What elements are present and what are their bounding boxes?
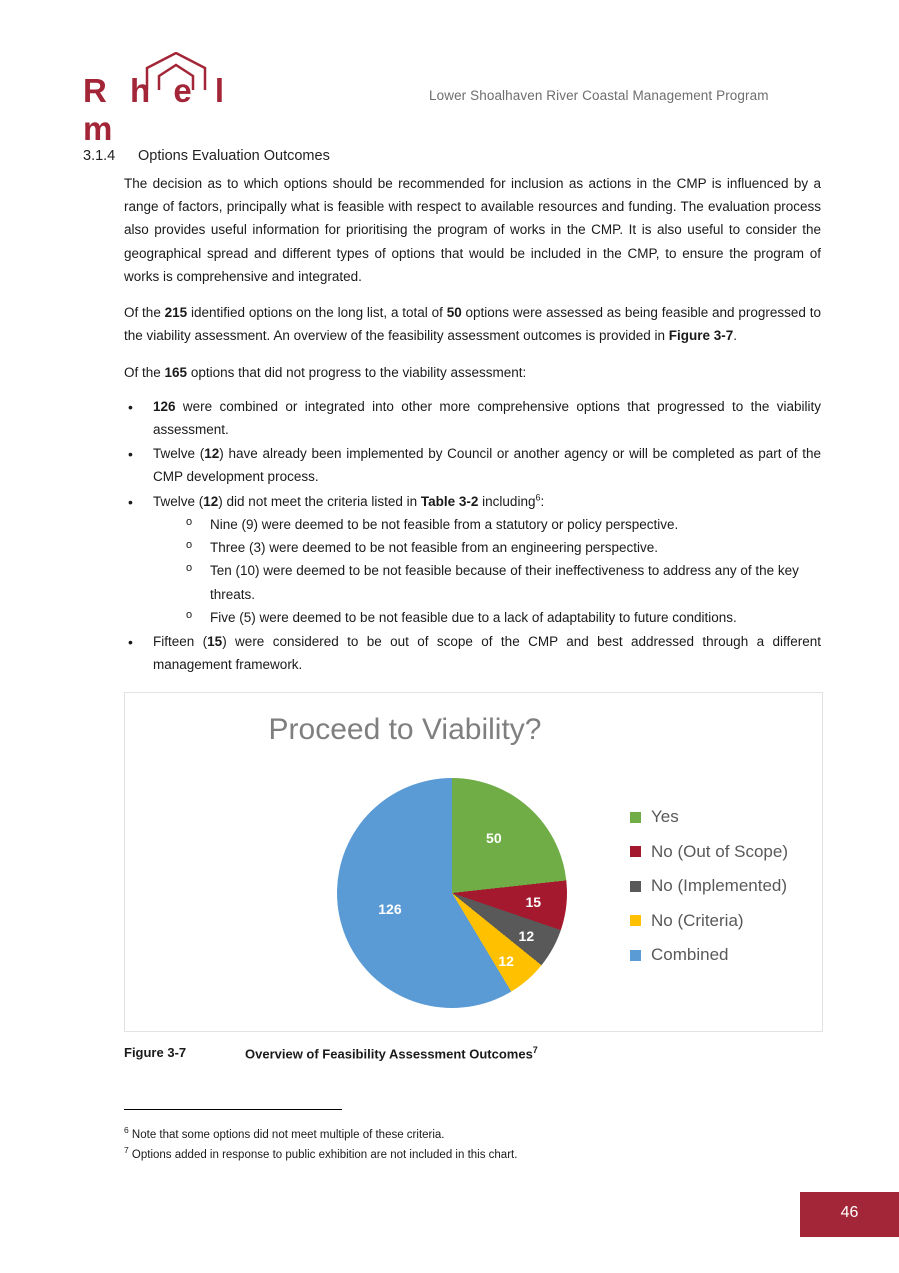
figure-3-7-chart bbox=[124, 692, 823, 1032]
text-fragment: : bbox=[540, 493, 545, 509]
section-title: Options Evaluation Outcomes bbox=[138, 148, 330, 164]
figure-caption-number: Figure 3-7 bbox=[124, 1045, 187, 1060]
count-50: 50 bbox=[446, 305, 462, 321]
text-fragment: . bbox=[733, 328, 738, 344]
count-15: 15 bbox=[207, 633, 223, 649]
figure-caption-label: Overview of Feasibility Assessment Outcomes bbox=[245, 1046, 533, 1062]
pie-chart bbox=[337, 778, 567, 1008]
paragraph-intro bbox=[124, 172, 821, 288]
text-fragment: options that did not progress to the viability assessment: bbox=[187, 364, 527, 380]
footnote-number: 7 bbox=[124, 1145, 129, 1156]
footnote-marker-6: 6 bbox=[535, 492, 541, 503]
pie-slice-label-combined: 126 bbox=[378, 900, 402, 917]
rhelm-logo bbox=[83, 52, 233, 147]
footnote-text: Options added in response to public exhibition are not included in this chart. bbox=[128, 1149, 518, 1162]
legend-swatch-icon bbox=[630, 812, 641, 823]
paragraph-longlist bbox=[124, 301, 821, 347]
footnote-6 bbox=[124, 1124, 824, 1144]
list-item bbox=[124, 442, 821, 488]
text-fragment: Twelve ( bbox=[153, 493, 204, 509]
legend-item bbox=[630, 869, 788, 904]
pie-slice-label-out-of-scope: 15 bbox=[525, 893, 542, 910]
pie-slice-label-yes: 50 bbox=[486, 830, 502, 847]
count-126: 126 bbox=[153, 398, 176, 414]
count-12-criteria: 12 bbox=[203, 493, 219, 509]
text-fragment: identified options on the long list, a total of bbox=[187, 305, 447, 321]
outcome-bullet-list bbox=[124, 395, 821, 677]
legend-item bbox=[630, 904, 788, 939]
list-item: o Ten (10) were deemed to be not feasible because of their ineffectiveness to address any of the key threats. bbox=[182, 559, 821, 605]
page-number-badge bbox=[800, 1192, 899, 1237]
text-fragment: Fifteen ( bbox=[153, 633, 208, 649]
pie-slice-label-implemented: 12 bbox=[518, 928, 535, 945]
list-item-label: ) have already been implemented by Council or another agency or will be completed as part of the CMP development process. bbox=[153, 446, 821, 485]
legend-item bbox=[630, 800, 788, 835]
text-fragment: options were assessed as being feasible and progressed to the viability assessment. An overview of the feasibility assessment outcomes is provided in bbox=[124, 305, 821, 344]
count-12-implemented: 12 bbox=[204, 446, 220, 462]
legend-label: No (Criteria) bbox=[651, 910, 744, 930]
legend-swatch-icon bbox=[630, 881, 641, 892]
text-fragment: including bbox=[478, 493, 536, 509]
count-165: 165 bbox=[164, 364, 188, 380]
page-number: 46 bbox=[840, 1204, 859, 1221]
page-header bbox=[0, 52, 899, 147]
criteria-sub-list bbox=[153, 513, 821, 629]
list-item-label: were combined or integrated into other more comprehensive options that progressed to the viability assessment. bbox=[153, 398, 821, 437]
figure-caption bbox=[245, 1045, 538, 1061]
footnote-marker-7: 7 bbox=[532, 1045, 538, 1055]
section-number: 3.1.4 bbox=[83, 148, 116, 164]
text-fragment: Of the bbox=[124, 305, 165, 321]
footnote-text: Note that some options did not meet multiple of these criteria. bbox=[128, 1128, 445, 1141]
logo-house-icon bbox=[145, 52, 207, 92]
footnote-7 bbox=[124, 1144, 824, 1164]
document-body bbox=[124, 172, 821, 677]
legend-swatch-icon bbox=[630, 846, 641, 857]
text-fragment: Of the bbox=[124, 364, 165, 380]
chart-legend bbox=[630, 800, 788, 973]
list-item: o Three (3) were deemed to be not feasible from an engineering perspective. bbox=[182, 536, 821, 559]
legend-label: Combined bbox=[651, 945, 729, 965]
text-fragment: ) did not meet the criteria listed in bbox=[218, 493, 421, 509]
legend-item bbox=[630, 835, 788, 870]
footnote-separator bbox=[124, 1109, 342, 1110]
legend-item bbox=[630, 938, 788, 973]
list-item-label: ) were considered to be out of scope of the CMP and best addressed through a different management framework. bbox=[153, 633, 821, 673]
list-item bbox=[124, 395, 821, 441]
logo-wordmark: R h e l m bbox=[83, 72, 232, 147]
count-215: 215 bbox=[164, 305, 188, 321]
text-fragment: Twelve ( bbox=[153, 446, 205, 462]
list-item: o Nine (9) were deemed to be not feasible from a statutory or policy perspective. bbox=[182, 513, 821, 536]
paragraph-intro-text: The decision as to which options should be recommended for inclusion as actions in the CMP is influenced by a range of factors, principally what is feasible with respect to available resources and funding. The evaluation process also provides useful information for prioritising the program of works in the CMP. It is also useful to consider the geographical spread and different types of options that would be included in the CMP, to ensure the program of works is comprehensive and integrated. bbox=[124, 176, 821, 284]
legend-swatch-icon bbox=[630, 915, 641, 926]
header-document-title: Lower Shoalhaven River Coastal Management Program bbox=[429, 88, 769, 103]
list-item bbox=[124, 630, 821, 676]
list-item: o Five (5) were deemed to be not feasible due to a lack of adaptability to future conditions. bbox=[182, 606, 821, 629]
footnote-number: 6 bbox=[124, 1125, 129, 1135]
legend-label: Yes bbox=[651, 807, 679, 827]
legend-swatch-icon bbox=[630, 950, 641, 961]
legend-label: No (Implemented) bbox=[651, 876, 788, 896]
paragraph-nonprogress bbox=[124, 361, 821, 384]
table-reference: Table 3-2 bbox=[420, 493, 479, 509]
pie-slice-label-criteria: 12 bbox=[498, 953, 514, 970]
footnote-area bbox=[124, 1124, 824, 1164]
chart-title: Proceed to Viability? bbox=[268, 713, 542, 746]
legend-label: No (Out of Scope) bbox=[651, 841, 789, 861]
figure-reference: Figure 3-7 bbox=[668, 328, 734, 344]
list-item bbox=[124, 490, 821, 629]
